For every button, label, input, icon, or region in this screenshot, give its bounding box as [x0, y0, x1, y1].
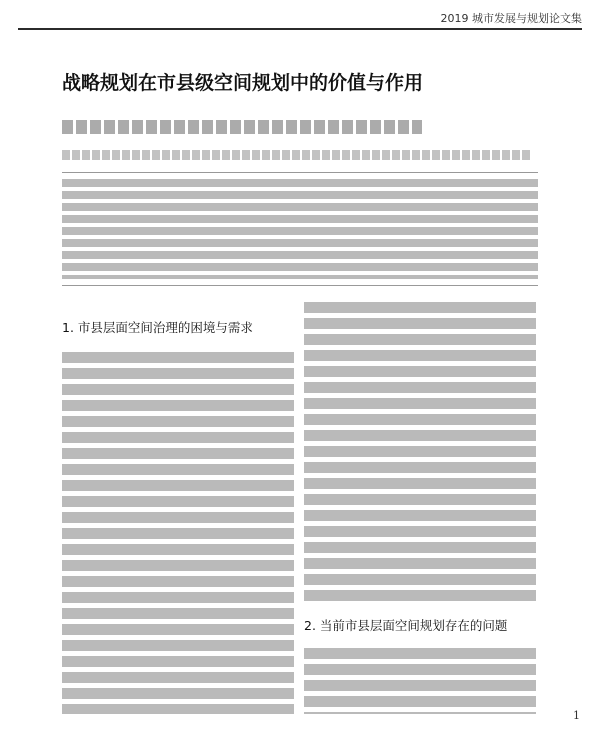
byline-placeholder — [62, 120, 422, 134]
affiliation-placeholder — [62, 150, 532, 160]
header-rule — [18, 28, 582, 30]
running-header: 2019 城市发展与规划论文集 — [440, 12, 582, 25]
right-column-text-placeholder — [304, 302, 536, 602]
section-1-heading: 1. 市县层面空间治理的困境与需求 — [62, 320, 253, 335]
section-2-heading: 2. 当前市县层面空间规划存在的问题 — [304, 618, 508, 633]
page-number: 1 — [573, 709, 580, 722]
article-title: 战略规划在市县级空间规划中的价值与作用 — [62, 72, 424, 94]
abstract-placeholder — [62, 179, 538, 279]
abstract-box — [62, 172, 538, 286]
left-column-text-placeholder — [62, 352, 294, 714]
right-column-text-placeholder-2 — [304, 648, 536, 714]
